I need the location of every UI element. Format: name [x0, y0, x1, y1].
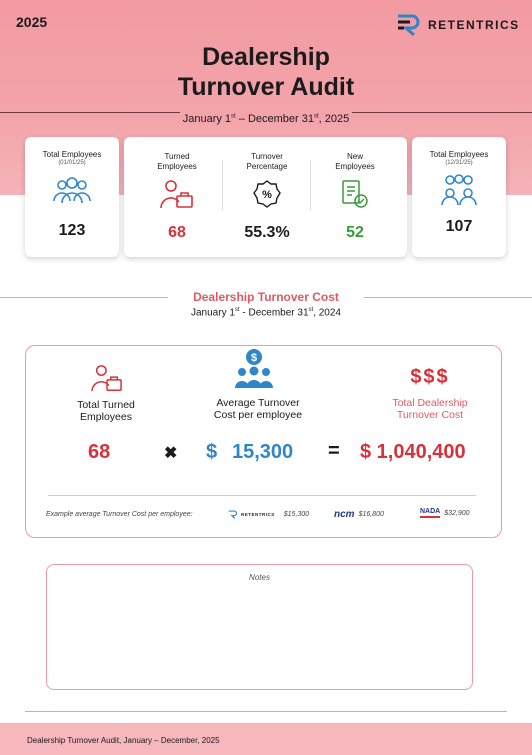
- total-cost-value: $ 1,040,400: [360, 441, 466, 463]
- example-nada: NADA $32,900: [420, 508, 470, 517]
- footer-divider: [25, 711, 507, 712]
- svg-text:$: $: [250, 352, 258, 364]
- example-retentrics: RETENTRICS $15,300: [228, 510, 309, 519]
- ncm-logo: ncm: [334, 509, 355, 520]
- document-check-icon: [339, 178, 371, 210]
- year-label: 2025: [16, 14, 48, 30]
- retentrics-logo-icon: [228, 510, 238, 519]
- total-cost-label: Total Dealership Turnover Cost: [392, 397, 468, 421]
- stat-value: 68: [168, 224, 186, 241]
- people-money-icon: [232, 348, 276, 390]
- equals-icon: =: [328, 440, 340, 462]
- dollar-signs-icon: $$$: [410, 366, 450, 388]
- notes-label: Notes: [249, 573, 270, 582]
- example-ncm: ncm $16,800: [334, 509, 384, 520]
- percent-badge-icon: [252, 179, 282, 209]
- notes-box[interactable]: [46, 564, 473, 690]
- stat-value: 123: [58, 222, 86, 239]
- stat-turnover-percentage: Turnover Percentage % 55.3%: [224, 152, 310, 242]
- times-icon: ✖: [164, 445, 178, 462]
- employee-briefcase-icon: [90, 363, 124, 393]
- svg-text:%: %: [262, 189, 272, 201]
- stat-turned: Turned Employees 68: [134, 152, 220, 242]
- brand-logo: [396, 14, 520, 36]
- employee-briefcase-icon: [159, 178, 195, 210]
- title-line-1: Dealership: [202, 43, 330, 71]
- cost-section-title: Dealership Turnover Cost: [193, 290, 339, 304]
- cost-date-range: January 1st - December 31st, 2024: [191, 307, 341, 319]
- avg-cost-label: Average Turnover Cost per employee: [213, 397, 303, 421]
- stat-value: 107: [445, 218, 473, 235]
- turned-employees-value: 68: [88, 441, 111, 463]
- cost-divider: [48, 495, 476, 496]
- stat-new-employees: New Employees 52: [312, 152, 398, 242]
- stat-value: 55.3%: [244, 224, 290, 241]
- people-icon: [52, 175, 92, 205]
- stat-divider: [222, 160, 223, 210]
- page-title: [0, 42, 532, 102]
- brand-name: RETENTRICS: [428, 18, 520, 32]
- nada-logo: NADA: [420, 508, 440, 518]
- stat-total-end: Total Employees (12/31/25) 107: [412, 150, 506, 236]
- stat-value: 52: [346, 224, 364, 241]
- stat-total-start: Total Employees (01/01/25) 123: [25, 150, 119, 240]
- turned-employees-label: Total Turned Employees: [77, 399, 135, 423]
- people-icon: [439, 173, 479, 207]
- stat-divider: [310, 160, 311, 210]
- retentrics-logo-icon: [396, 14, 422, 36]
- avg-cost-value: 15,300: [232, 441, 294, 463]
- title-line-2: Turnover Audit: [177, 73, 355, 101]
- example-label: Example average Turnover Cost per employee:: [46, 511, 193, 518]
- audit-date-range: January 1st – December 31st, 2025: [182, 113, 350, 125]
- footer-text: Dealership Turnover Audit, January – December, 2025: [27, 736, 220, 745]
- avg-cost-currency: $: [206, 441, 218, 463]
